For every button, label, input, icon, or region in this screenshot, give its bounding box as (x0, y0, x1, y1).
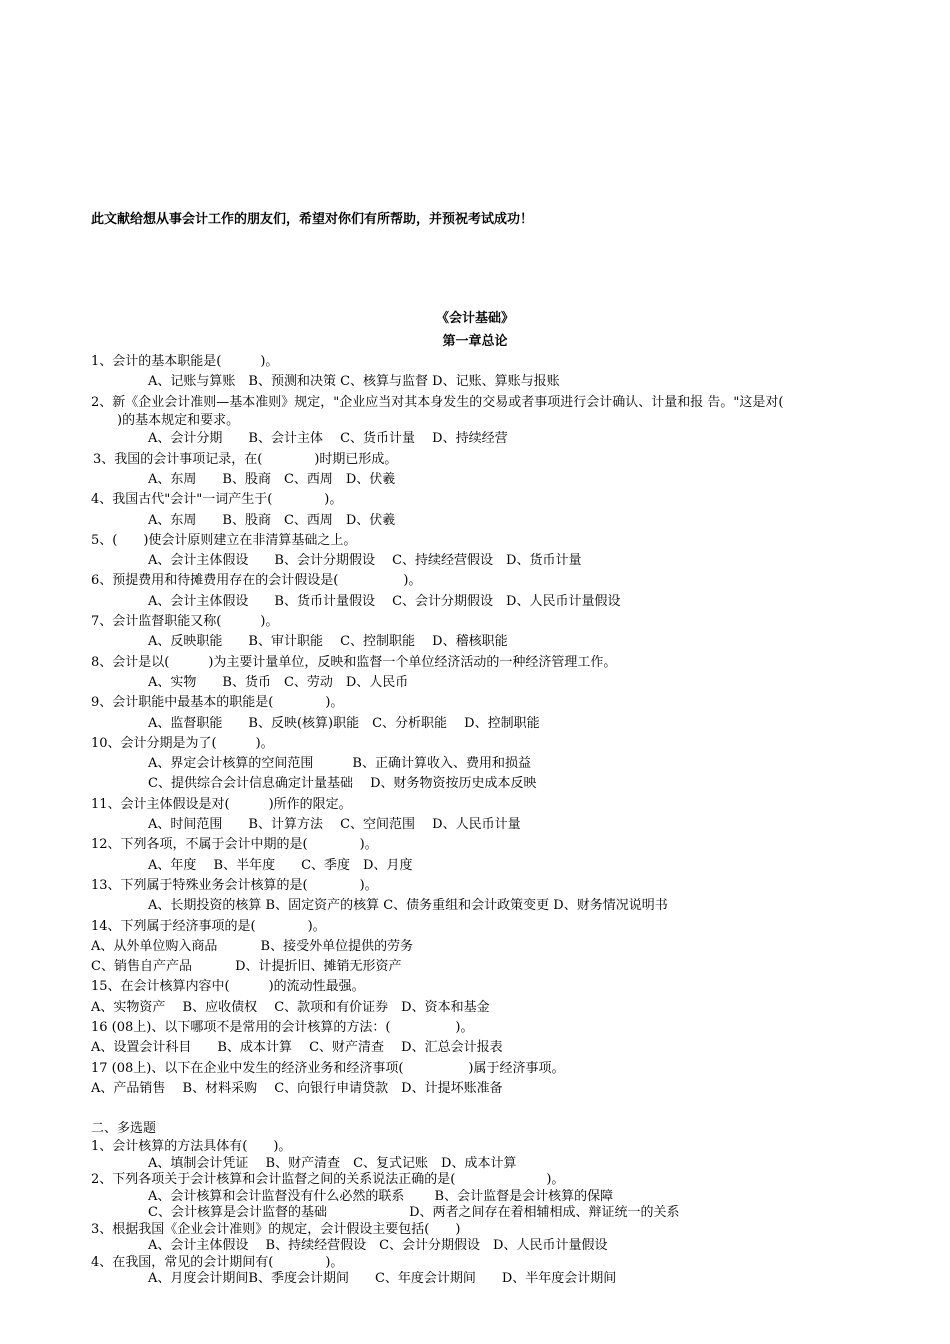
section-heading-multiple-choice: 二、多选题 (91, 1121, 157, 1137)
question-17: 17 (08上)、以下在企业中发生的经济业务和经济事项( )属于经济事项。 (91, 1060, 565, 1076)
section-spacer (91, 1099, 871, 1119)
question-14: 14、下列属于经济事项的是( )。 (91, 918, 326, 934)
mc-options-4: A、月度会计期间B、季度会计期间 C、年度会计期间 D、半年度会计期间 (148, 1271, 617, 1287)
options-2: A、会计分期 B、会计主体 C、货币计量 D、持续经营 (148, 431, 508, 447)
options-14-b: C、销售自产产品 D、计提折旧、摊销无形资产 (91, 959, 402, 975)
mc-question-4: 4、在我国，常见的会计期间有( )。 (91, 1254, 344, 1270)
question-6: 6、预提费用和待摊费用存在的会计假设是( )。 (91, 573, 422, 589)
question-13: 13、下列属于特殊业务会计核算的是( )。 (91, 877, 378, 893)
chapter-heading: 第一章总论 (442, 334, 508, 349)
question-1: 1、会计的基本职能是( )。 (91, 354, 279, 369)
mc-options-3: A、会计主体假设 B、持续经营假设 C、会计分期假设 D、人民币计量假设 (148, 1238, 608, 1254)
options-4: A、东周 B、股商 C、西周 D、伏羲 (148, 512, 396, 528)
options-13: A、长期投资的核算 B、固定资产的核算 C、债务重组和会计政策变更 D、财务情况说明书 (148, 898, 668, 914)
question-10: 10、会计分期是为了( )。 (91, 735, 274, 751)
question-5: 5、( )使会计原则建立在非清算基础之上。 (91, 532, 357, 548)
options-1: A、记账与算账 B、预测和决策 C、核算与监督 D、记账、算账与报账 (148, 374, 560, 390)
options-10-a: A、界定会计核算的空间范围 B、正确计算收入、费用和损益 (148, 756, 531, 772)
question-9: 9、会计职能中最基本的职能是( )。 (91, 695, 344, 711)
options-7: A、反映职能 B、审计职能 C、控制职能 D、稽核职能 (148, 634, 508, 650)
options-17: A、产品销售 B、材料采购 C、向银行申请贷款 D、计提坏账准备 (91, 1080, 503, 1096)
options-3: A、东周 B、股商 C、西周 D、伏羲 (148, 471, 396, 487)
options-9: A、监督职能 B、反映(核算)职能 C、分析职能 D、控制职能 (148, 715, 540, 731)
question-8: 8、会计是以( )为主要计量单位，反映和监督一个单位经济活动的一种经济管理工作。 (91, 654, 617, 670)
options-14-a: A、从外单位购入商品 B、接受外单位提供的劳务 (91, 938, 414, 954)
question-16: 16 (08上)、以下哪项不是常用的会计核算的方法：( )。 (91, 1020, 474, 1035)
question-15: 15、在会计核算内容中( )的流动性最强。 (91, 979, 365, 995)
question-11: 11、会计主体假设是对( )所作的限定。 (91, 796, 352, 812)
options-6: A、会计主体假设 B、货币计量假设 C、会计分期假设 D、人民币计量假设 (148, 593, 621, 609)
options-11: A、时间范围 B、计算方法 C、空间范围 D、人民币计量 (148, 817, 521, 833)
mc-question-3: 3、根据我国《企业会计准则》的规定，会计假设主要包括( ) (91, 1221, 461, 1237)
options-5: A、会计主体假设 B、会计分期假设 C、持续经营假设 D、货币计量 (148, 553, 582, 569)
question-12: 12、下列各项，不属于会计中期的是( )。 (91, 837, 378, 853)
document-title: 《会计基础》 (435, 311, 514, 326)
options-8: A、实物 B、货币 C、劳动 D、人民币 (148, 674, 409, 690)
options-16: A、设置会计科目 B、成本计算 C、财产清查 D、汇总会计报表 (91, 1040, 503, 1056)
question-4: 4、我国古代"会计"一词产生于( )。 (91, 492, 343, 508)
question-7: 7、会计监督职能又称( )。 (91, 614, 279, 630)
mc-question-2: 2、下列各项关于会计核算和会计监督之间的关系说法正确的是( )。 (91, 1172, 565, 1188)
question-list (91, 352, 871, 1288)
dedication-text: 此文献给想从事会计工作的朋友们，希望对你们有所帮助，并预祝考试成功！ (91, 212, 534, 227)
question-2: 2、新《企业会计准则—基本准则》规定，"企业应当对其本身发生的交易或者事项进行会计确认、计量和报 告。"这是对( (91, 394, 784, 410)
mc-options-2-a: A、会计核算和会计监督没有什么必然的联系 B、会计监督是会计核算的保障 (148, 1188, 614, 1204)
question-3: 3、我国的会计事项记录，在( )时期已形成。 (93, 451, 398, 467)
options-12: A、年度 B、半年度 C、季度 D、月度 (148, 857, 413, 873)
options-10-b: C、提供综合会计信息确定计量基础 D、财务物资按历史成本反映 (148, 776, 537, 792)
mc-options-1: A、填制会计凭证 B、财产清查 C、复式记账 D、成本计算 (148, 1155, 517, 1171)
question-2-cont: )的基本规定和要求。 (91, 412, 240, 428)
options-15: A、实物资产 B、应收债权 C、款项和有价证券 D、资本和基金 (91, 999, 490, 1015)
mc-options-2-b: C、会计核算是会计监督的基础 D、两者之间存在着相辅相成、辩证统一的关系 (148, 1205, 680, 1221)
mc-question-1: 1、会计核算的方法具体有( )。 (91, 1139, 292, 1155)
